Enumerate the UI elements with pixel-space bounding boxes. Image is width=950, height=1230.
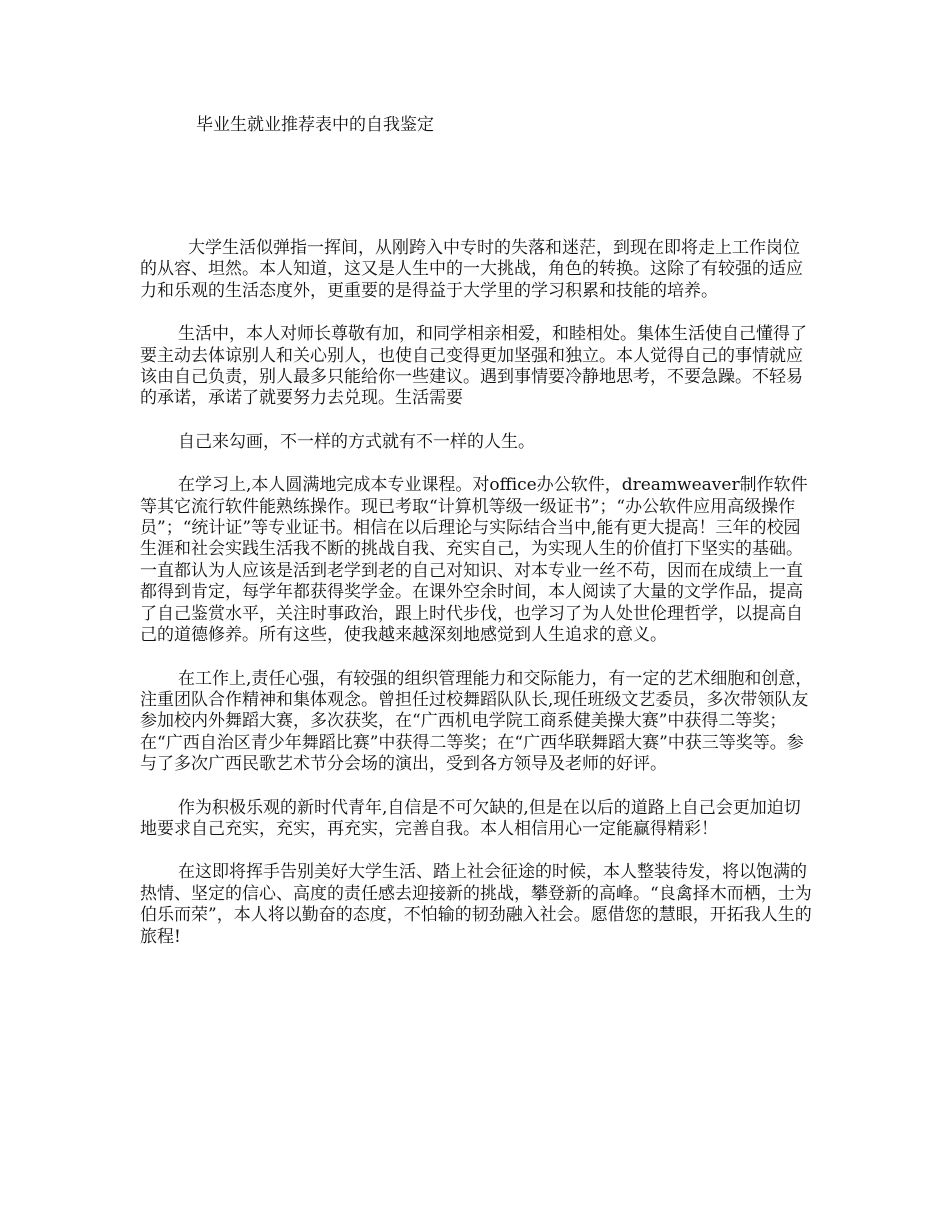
paragraph-closing: 在这即将挥手告别美好大学生活、踏上社会征途的时候，本人整装待发，将以饱满的热情、坚定的信心、高度的责任感去迎接新的挑战，攀登新的高峰。“良禽择木而栖，士为伯乐而荣”，本人将以勤奋的态度，不怕输的韧劲融入社会。愿借您的慧眼，开拓我人生的旅程! <box>140 862 812 947</box>
document-body <box>140 238 816 970</box>
document-title: 毕业生就业推荐表中的自我鉴定 <box>196 115 434 135</box>
paragraph-college-life: 大学生活似弹指一挥间，从刚跨入中专时的失落和迷茫，到现在即将走上工作岗位的从容、坦然。本人知道，这又是人生中的一大挑战，角色的转换。这除了有较强的适应力和乐观的生活态度外，更重要的是得益于大学里的学习积累和技能的培养。 <box>140 238 803 301</box>
paragraph-life-continuation: 自己来勾画，不一样的方式就有不一样的人生。 <box>178 431 535 452</box>
paragraph-daily-life: 生活中，本人对师长尊敬有加，和同学相亲相爱，和睦相处。集体生活使自己懂得了要主动去体谅别人和关心别人，也使自己变得更加坚强和独立。本人觉得自己的事情就应该由自己负责，别人最多只能给你一些建议。遇到事情要冷静地思考，不要急躁。不轻易的承诺，承诺了就要努力去兑现。生活需要 <box>140 324 807 409</box>
paragraph-study: 在学习上,本人圆满地完成本专业课程。对office办公软件，dreamweaver制作软件等其它流行软件能熟练操作。现已考取“计算机等级一级证书”；“办公软件应用高级操作员”；“统计证”等专业证书。相信在以后理论与实际结合当中,能有更大提高！三年的校园生涯和社会实践生活我不断的挑战自我、充实自己，为实现人生的价值打下坚实的基础。一直都认为人应该是活到老学到老的自己对知识、对本专业一丝不苟，因而在成绩上一直都得到肯定，每学年都获得奖学金。在课外空余时间，本人阅读了大量的文学作品，提高了自己鉴赏水平，关注时事政治，跟上时代步伐，也学习了为人处世伦理哲学，以提高自己的道德修养。所有这些，使我越来越深刻地感觉到人生追求的意义。 <box>140 475 808 646</box>
paragraph-work: 在工作上,责任心强，有较强的组织管理能力和交际能力，有一定的艺术细胞和创意，注重团队合作精神和集体观念。曾担任过校舞蹈队队长,现任班级文艺委员，多次带领队友参加校内外舞蹈大赛，多次获奖，在“广西机电学院工商系健美操大赛”中获得二等奖；在“广西自治区青少年舞蹈比赛”中获得二等奖；在“广西华联舞蹈大赛”中获三等奖等。参与了多次广西民歌艺术节分会场的演出，受到各方领导及老师的好评。 <box>140 668 813 775</box>
paragraph-confidence: 作为积极乐观的新时代青年,自信是不可欠缺的,但是在以后的道路上自己会更加迫切地要求自己充实，充实，再充实，完善自我。本人相信用心一定能赢得精彩！ <box>140 797 801 839</box>
